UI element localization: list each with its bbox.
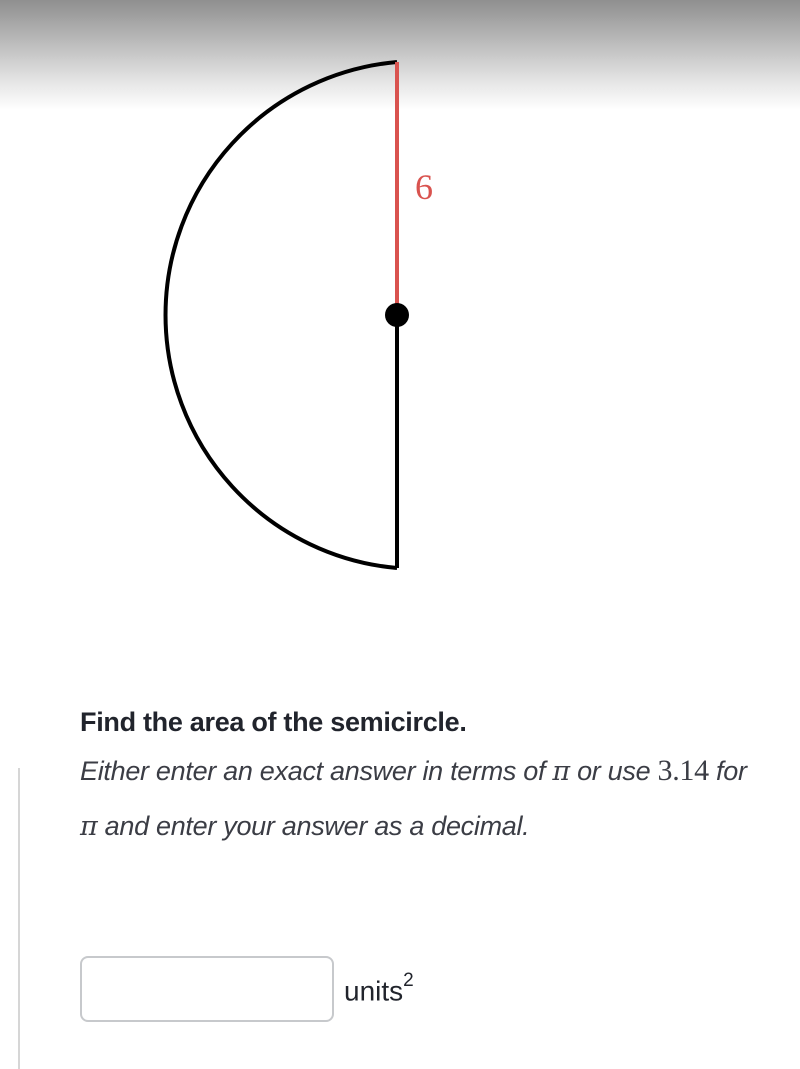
- center-point: [385, 303, 409, 327]
- answer-input[interactable]: [80, 956, 334, 1022]
- left-divider: [18, 768, 20, 1069]
- instructions-text-3: for: [708, 756, 747, 786]
- instructions-text-4: and enter your answer as a decimal.: [97, 811, 530, 841]
- pi-symbol: π: [552, 756, 570, 787]
- instructions-text-1: Either enter an exact answer in terms of: [80, 756, 553, 786]
- unit-exponent: 2: [403, 970, 414, 992]
- answer-row: [80, 956, 414, 1022]
- instructions-text-2: or use: [569, 756, 658, 786]
- question-prompt: Find the area of the semicircle.: [80, 707, 467, 737]
- question-instructions: [80, 744, 770, 854]
- approximation-value: 3.14: [657, 754, 709, 787]
- semicircle-arc: [166, 62, 397, 568]
- unit-text: units: [344, 975, 404, 1007]
- radius-label: 6: [415, 167, 433, 207]
- pi-symbol: π: [80, 811, 98, 842]
- unit-label: [344, 970, 414, 1007]
- question-block: [80, 700, 770, 854]
